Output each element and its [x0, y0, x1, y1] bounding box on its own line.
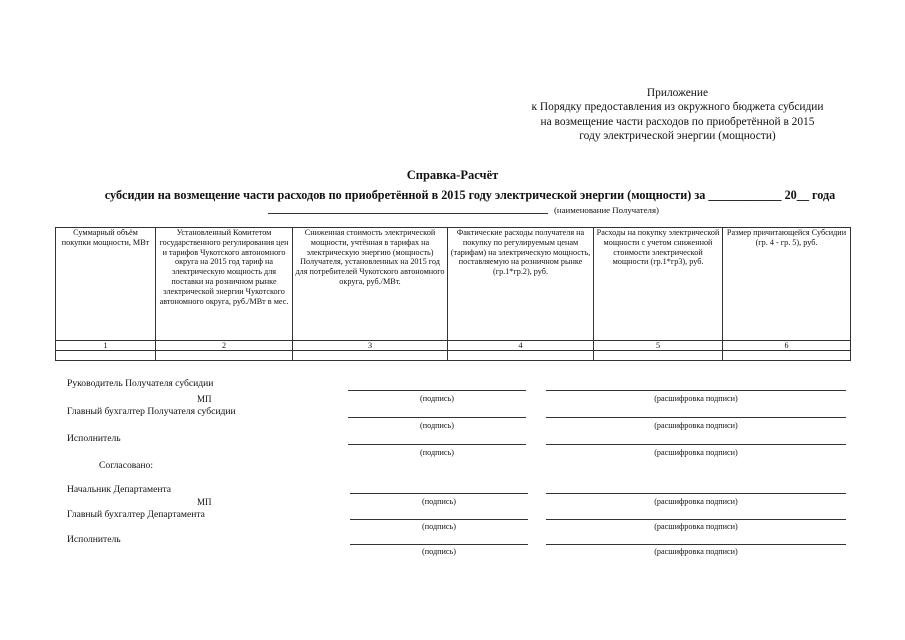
document-subtitle: субсидии на возмещение части расходов по приобретённой в 2015 году электрической энергии (мощности) за ____________ 20__ года [104, 188, 836, 202]
stamp-place-label: МП [197, 394, 212, 404]
recipient-accountant-label: Главный бухгалтер Получателя субсидии [67, 406, 236, 417]
decode-caption: (расшифровка подписи) [654, 497, 738, 506]
column-number: 5 [594, 341, 723, 351]
calculation-table [55, 227, 851, 361]
department-accountant-label: Главный бухгалтер Департамента [67, 509, 205, 520]
column-number: 1 [56, 341, 156, 351]
header-cell: Фактические расходы получателя на покупку по регулируемым ценам (тарифам) на электрическую мощность, поставляемую на розничном рынке (гр.1*гр.2), руб. [448, 228, 594, 341]
signature-caption: (подпись) [420, 448, 454, 457]
header-cell: Расходы на покупку электрической мощности с учетом сниженной стоимости электрической мощности (гр.1*гр3), руб. [594, 228, 723, 341]
column-number: 3 [293, 341, 448, 351]
signature-decode-line [546, 493, 846, 494]
signature-decode-line [546, 417, 846, 418]
recipient-name-line [268, 213, 548, 214]
agreed-label: Согласовано: [99, 460, 154, 471]
recipient-head-label: Руководитель Получателя субсидии [67, 378, 214, 389]
decode-caption: (расшифровка подписи) [654, 547, 738, 556]
signature-line [348, 390, 526, 391]
header-cell: Сниженная стоимость электрической мощности, учтённая в тарифах на электрическую энергию (мощность) Получателя, установленных на 2015 год для потребителей Чукотского автономного округа, руб./МВт. [293, 228, 448, 341]
signature-line [348, 417, 526, 418]
table-header-row [56, 228, 851, 341]
appendix-line-1: Приложение [646, 87, 709, 99]
decode-caption: (расшифровка подписи) [654, 394, 738, 403]
appendix-line-4: году электрической энергии (мощности) [579, 130, 776, 143]
executor-label: Исполнитель [67, 433, 121, 444]
data-cell[interactable] [293, 351, 448, 361]
signature-caption: (подпись) [422, 497, 456, 506]
decode-caption: (расшифровка подписи) [654, 448, 738, 457]
signature-caption: (подпись) [420, 394, 454, 403]
header-cell: Установленный Комитетом государственного регулирования цен и тарифов Чукотского автономного округа на 2015 год тариф на электрическую мощность для поставки на розничном рынке электрической энергии Чукотского автономного округа, руб./МВт в мес. [156, 228, 293, 341]
table-row [56, 351, 851, 361]
column-number-row [56, 341, 851, 351]
data-cell[interactable] [723, 351, 851, 361]
signature-decode-line [546, 444, 846, 445]
data-cell[interactable] [448, 351, 594, 361]
signature-line [350, 493, 528, 494]
signature-caption: (подпись) [422, 522, 456, 531]
appendix-block [505, 86, 850, 144]
signature-decode-line [546, 519, 846, 520]
signature-decode-line [546, 390, 846, 391]
column-number: 2 [156, 341, 293, 351]
header-cell: Суммарный объём покупки мощности, МВт [56, 228, 156, 341]
department-executor-label: Исполнитель [67, 534, 121, 545]
data-cell[interactable] [594, 351, 723, 361]
signature-line [350, 544, 528, 545]
signature-line [350, 519, 528, 520]
signature-line [348, 444, 526, 445]
decode-caption: (расшифровка подписи) [654, 421, 738, 430]
document-title: Справка-Расчёт [406, 168, 499, 182]
recipient-caption: (наименование Получателя) [554, 205, 659, 215]
column-number: 4 [448, 341, 594, 351]
header-cell: Размер причитающейся Субсидии (гр. 4 - гр. 5), руб. [723, 228, 851, 341]
stamp-place-label: МП [197, 497, 212, 507]
signature-decode-line [546, 544, 846, 545]
signature-caption: (подпись) [422, 547, 456, 556]
department-head-label: Начальник Департамента [67, 484, 172, 495]
data-cell[interactable] [56, 351, 156, 361]
data-cell[interactable] [156, 351, 293, 361]
appendix-line-3: на возмещение части расходов по приобретённой в 2015 [540, 115, 815, 128]
column-number: 6 [723, 341, 851, 351]
signature-caption: (подпись) [420, 421, 454, 430]
decode-caption: (расшифровка подписи) [654, 522, 738, 531]
appendix-line-2: к Порядку предоставления из окружного бюджета субсидии [531, 101, 824, 114]
